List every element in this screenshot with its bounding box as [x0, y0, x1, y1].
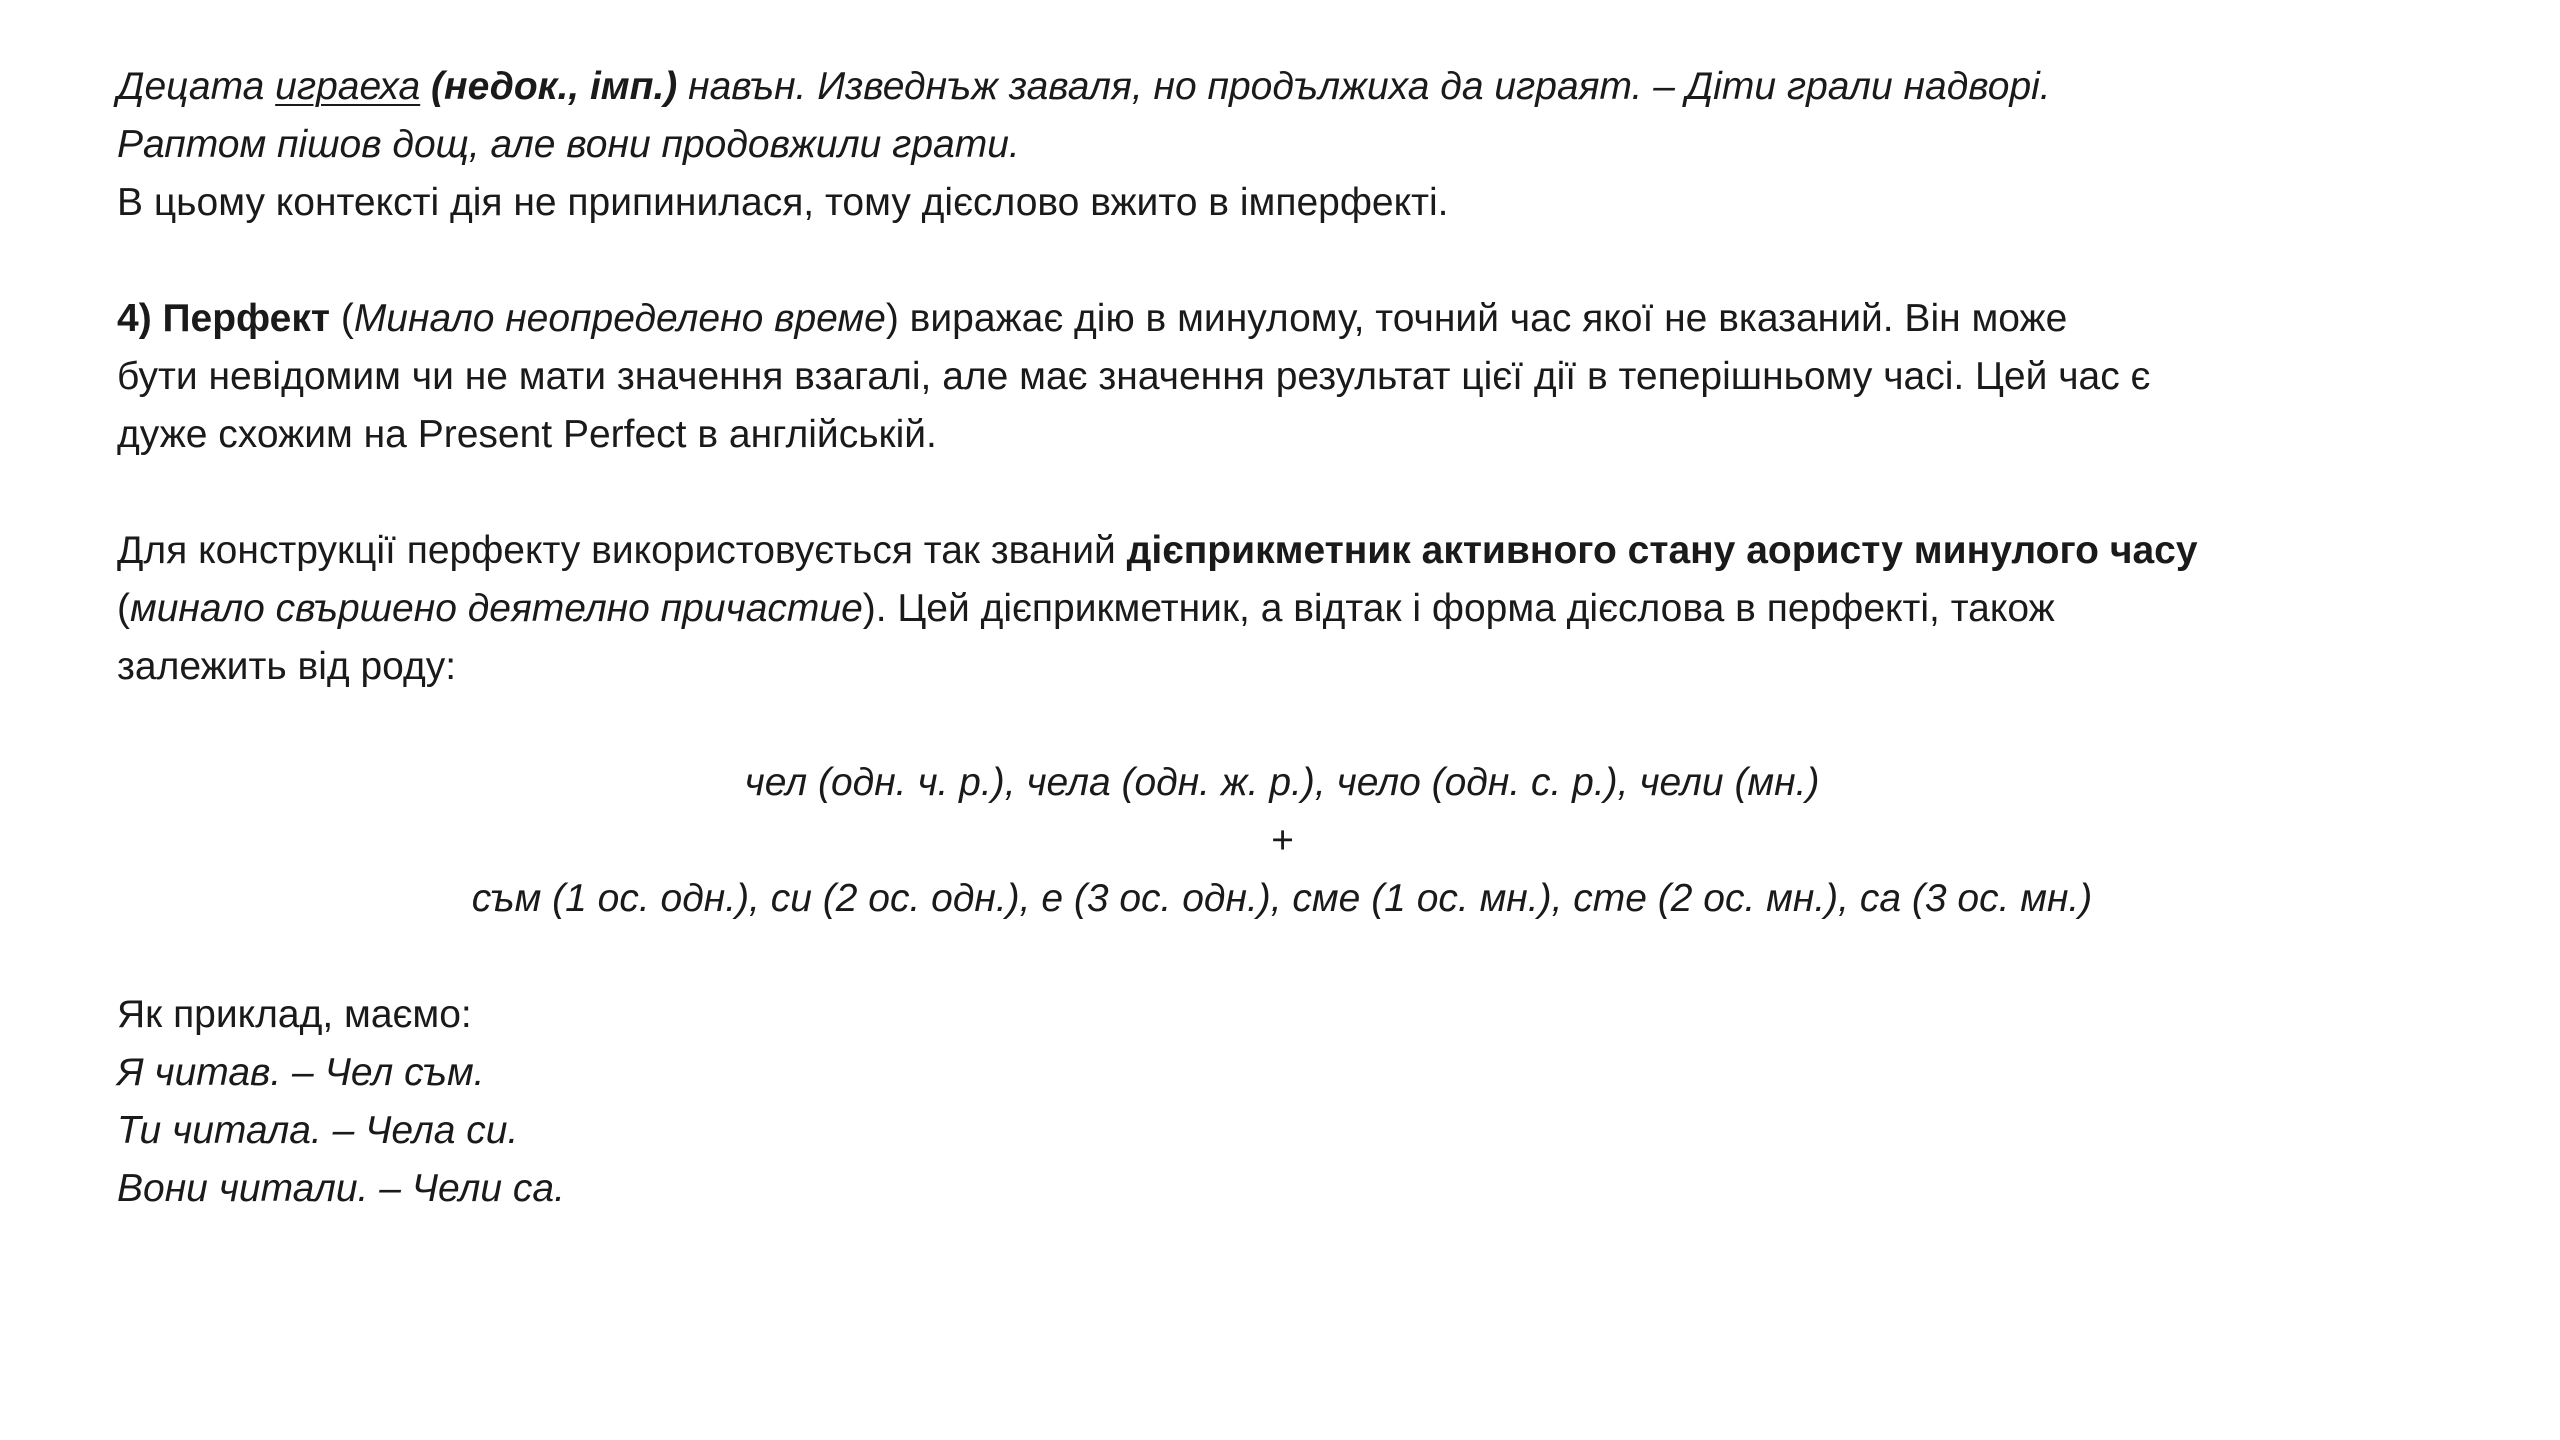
intro-line-2: Раптом пішов дощ, але вони продовжили грати.: [117, 123, 1020, 166]
intro-paragraph: [117, 58, 2447, 232]
construction-paragraph: [117, 522, 2447, 696]
perfect-text-1: ) виражає дію в минулому, точний час якої не вказаний. Він може: [885, 297, 2068, 340]
perfect-heading: 4) Перфект: [117, 297, 330, 340]
perfect-line-2: бути невідомим чи не мати значення взагалі, але має значення результат цієї дії в теперішньому часі. Цей час є: [117, 355, 2151, 398]
intro-text-start: Децата: [117, 65, 276, 108]
construction-line-1: [117, 522, 2447, 580]
construction-text-2: ). Цей дієприкметник, а відтак і форма дієслова в перфекті, також: [862, 587, 2055, 630]
formula-block: [117, 754, 2447, 928]
perfect-bg-name: Минало неопределено време: [353, 297, 886, 340]
spacer: [117, 464, 2447, 522]
formula-participles: чел (одн. ч. р.), чела (одн. ж. р.), чело (одн. с. р.), чели (мн.): [744, 761, 1820, 804]
intro-line-3: В цьому контексті дія не припинилася, тому дієслово вжито в імперфекті.: [117, 181, 1449, 224]
example-item: Я читав. – Чел съм.: [117, 1051, 485, 1094]
perfect-open-paren: (: [329, 297, 354, 340]
formula-plus: +: [1270, 819, 1294, 862]
examples-intro: Як приклад, маємо:: [117, 993, 472, 1036]
intro-text-end: навън. Изведнъж заваля, но продължиха да играят. – Діти грали надворі.: [677, 65, 2051, 108]
perfect-line-3: дуже схожим на Present Perfect в англійській.: [117, 413, 937, 456]
intro-verb-underlined: играеха: [275, 65, 421, 108]
spacer: [117, 232, 2447, 290]
examples-block: [117, 986, 2447, 1218]
example-item: Ти читала. – Чела си.: [117, 1109, 519, 1152]
construction-text-1: Для конструкції перфекту використовується так званий: [117, 529, 1127, 572]
intro-grammar-note: (недок., імп.): [431, 65, 678, 108]
intro-line-1: [117, 58, 2447, 116]
construction-line-2: [117, 580, 2447, 638]
spacer: [117, 928, 2447, 986]
formula-auxiliary: съм (1 ос. одн.), си (2 ос. одн.), е (3 ос. одн.), сме (1 ос. мн.), сте (2 ос. мн.), са (3 ос. мн.): [471, 877, 2093, 920]
construction-open-paren: (: [117, 587, 130, 630]
spacer: [117, 696, 2447, 754]
construction-bg-term: минало свършено деятелно причастие: [130, 587, 863, 630]
perfect-line-1: [117, 290, 2447, 348]
example-item: Вони читали. – Чели са.: [117, 1167, 565, 1210]
construction-line-3: залежить від роду:: [117, 645, 457, 688]
construction-term: дієприкметник активного стану аористу минулого часу: [1126, 529, 2198, 572]
document-page: [117, 58, 2447, 1218]
perfect-paragraph: [117, 290, 2447, 464]
